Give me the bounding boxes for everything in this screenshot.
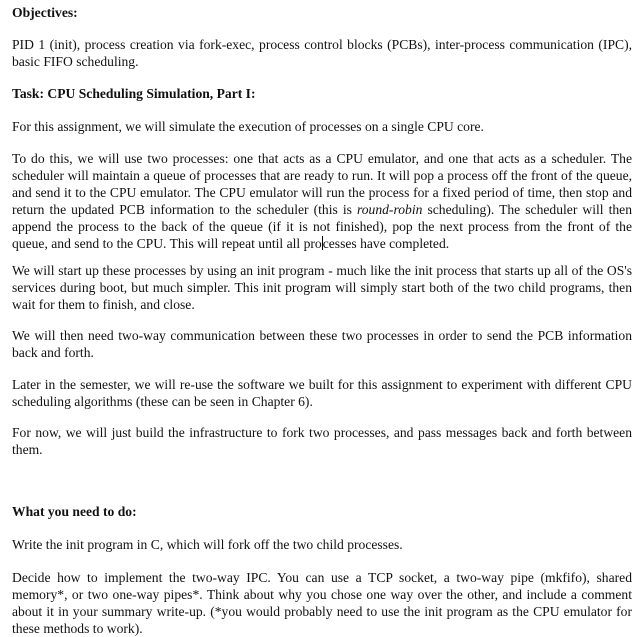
task-p2-text-a: To do this, we will use two processes: one that acts as a CPU emulator, and one that acts as a scheduler. The scheduler will maintain a queue of processes that are ready to run. It will pop a process off the front of the queue, and send it to the CPU emulator. The CPU emulator will run the process for a fixed period of time, then stop and return the updated PCB information to the scheduler (this is <box>12 151 632 217</box>
task-paragraph-2 <box>12 150 632 252</box>
task-heading-block <box>12 85 632 102</box>
objectives-heading: Objectives: <box>12 5 78 20</box>
task-paragraph-3: We will start up these processes by using an init program - much like the init process that starts up all of the OS's services during boot, but much simpler. This init program will simply start both of the two child programs, then wait for them to finish, and close. <box>12 263 632 312</box>
task-p5-block <box>12 376 632 410</box>
round-robin-emphasis: round-robin <box>356 202 423 217</box>
task-paragraph-6: For now, we will just build the infrastructure to fork two processes, and pass messages back and forth between them. <box>12 425 632 457</box>
task-paragraph-1: For this assignment, we will simulate the execution of processes on a single CPU core. <box>12 119 484 134</box>
task-p3-block <box>12 262 632 313</box>
task-paragraph-5: Later in the semester, we will re-use the software we built for this assignment to experiment with different CPU scheduling algorithms (these can be seen in Chapter 6). <box>12 377 632 409</box>
todo-heading-block <box>12 503 632 520</box>
todo-p2-block <box>12 569 632 637</box>
task-heading: Task: CPU Scheduling Simulation, Part I: <box>12 86 256 101</box>
task-p2-text-b: scheduling). The scheduler will then append the process to the back of the queue (if it is not finished), pop the next process from the front of the queue, and send to the CPU. This will repeat until all pro <box>12 202 632 251</box>
task-p6-block <box>12 424 632 458</box>
todo-paragraph-1: Write the init program in C, which will fork off the two child processes. <box>12 537 403 552</box>
task-p1-block <box>12 118 632 135</box>
todo-paragraph-2: Decide how to implement the two-way IPC. You can use a TCP socket, a two-way pipe (mkfifo), shared memory*, or two one-way pipes*. Think about why you chose one way over the other, and include a comment about it in your summary write-up. (*you would probably need to use the init program as the CPU emulator for these methods to work). <box>12 570 632 636</box>
todo-heading: What you need to do: <box>12 504 137 519</box>
task-paragraph-4: We will then need two-way communication between these two processes in order to send the PCB information back and forth. <box>12 328 632 360</box>
objectives-text: PID 1 (init), process creation via fork-exec, process control blocks (PCBs), inter-process communication (IPC), basic FIFO scheduling. <box>12 37 632 69</box>
task-p4-block <box>12 327 632 361</box>
task-p2-block <box>12 150 632 252</box>
task-p2-text-c: cesses have completed. <box>322 236 450 251</box>
objectives-text-block <box>12 36 632 70</box>
todo-p1-block <box>12 536 632 553</box>
objectives-section <box>12 4 632 21</box>
